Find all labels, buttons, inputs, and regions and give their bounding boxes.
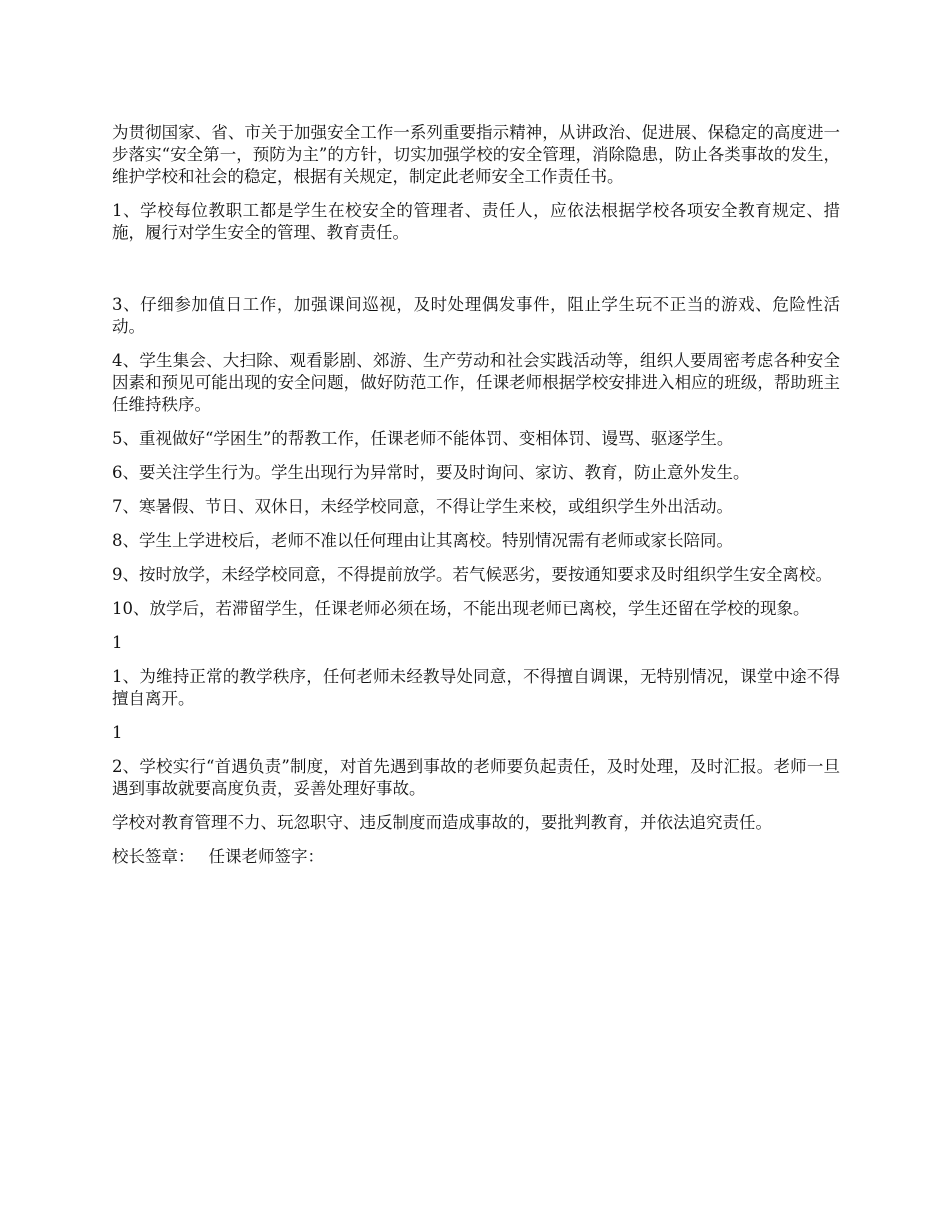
clause-1: 1、学校每位教职工都是学生在校安全的管理者、责任人，应依法根据学校各项安全教育规定、措施，履行对学生安全的管理、教育责任。 <box>112 201 840 242</box>
teacher-signature-label: 任课老师签字： <box>208 847 324 866</box>
signature-line <box>112 846 840 868</box>
clause-8: 8、学生上学进校后，老师不准以任何理由让其离校。特别情况需有老师或家长陪同。 <box>112 531 733 550</box>
clause-10: 10、放学后，若滞留学生，任课老师必须在场，不能出现老师已离校，学生还留在学校的现象。 <box>112 599 810 618</box>
principal-signature-label: 校长签章： <box>112 847 195 866</box>
clause-6: 6、要关注学生行为。学生出现行为异常时，要及时询问、家访、教育，防止意外发生。 <box>112 463 750 482</box>
clause-7: 7、寒暑假、节日、双休日，未经学校同意，不得让学生来校，或组织学生外出活动。 <box>112 497 733 516</box>
section-marker-1: 1 <box>112 633 123 652</box>
discipline-clause-1: 1、为维持正常的教学秩序，任何老师未经教导处同意，不得擅自调课，无特别情况，课堂中途不得擅自离开。 <box>112 667 840 708</box>
document-page <box>112 122 840 868</box>
section-marker-2: 1 <box>112 723 123 742</box>
closing-paragraph: 学校对教育管理不力、玩忽职守、违反制度而造成事故的，要批判教育，并依法追究责任。 <box>112 813 772 832</box>
clause-4: 4、学生集会、大扫除、观看影剧、郊游、生产劳动和社会实践活动等，组织人要周密考虑各种安全因素和预见可能出现的安全问题，做好防范工作，任课老师根据学校安排进入相应的班级，帮助班主任维持秩序。 <box>112 351 840 414</box>
intro-paragraph: 为贯彻国家、省、市关于加强安全工作一系列重要指示精神，从讲政治、促进展、保稳定的高度进一步落实“安全第一，预防为主”的方针，切实加强学校的安全管理，消除隐患，防止各类事故的发生，维护学校和社会的稳定，根据有关规定，制定此老师安全工作责任书。 <box>112 123 840 186</box>
clause-5: 5、重视做好“学困生”的帮教工作，任课老师不能体罚、变相体罚、谩骂、驱逐学生。 <box>112 429 734 448</box>
clause-3: 3、仔细参加值日工作，加强课间巡视，及时处理偶发事件，阻止学生玩不正当的游戏、危险性活动。 <box>112 295 840 336</box>
discipline-clause-2: 2、学校实行“首遇负责”制度，对首先遇到事故的老师要负起责任，及时处理，及时汇报。老师一旦遇到事故就要高度负责，妥善处理好事故。 <box>112 757 840 798</box>
clause-9: 9、按时放学，未经学校同意，不得提前放学。若气候恶劣，要按通知要求及时组织学生安全离校。 <box>112 565 832 584</box>
blank-spacer <box>112 256 840 294</box>
